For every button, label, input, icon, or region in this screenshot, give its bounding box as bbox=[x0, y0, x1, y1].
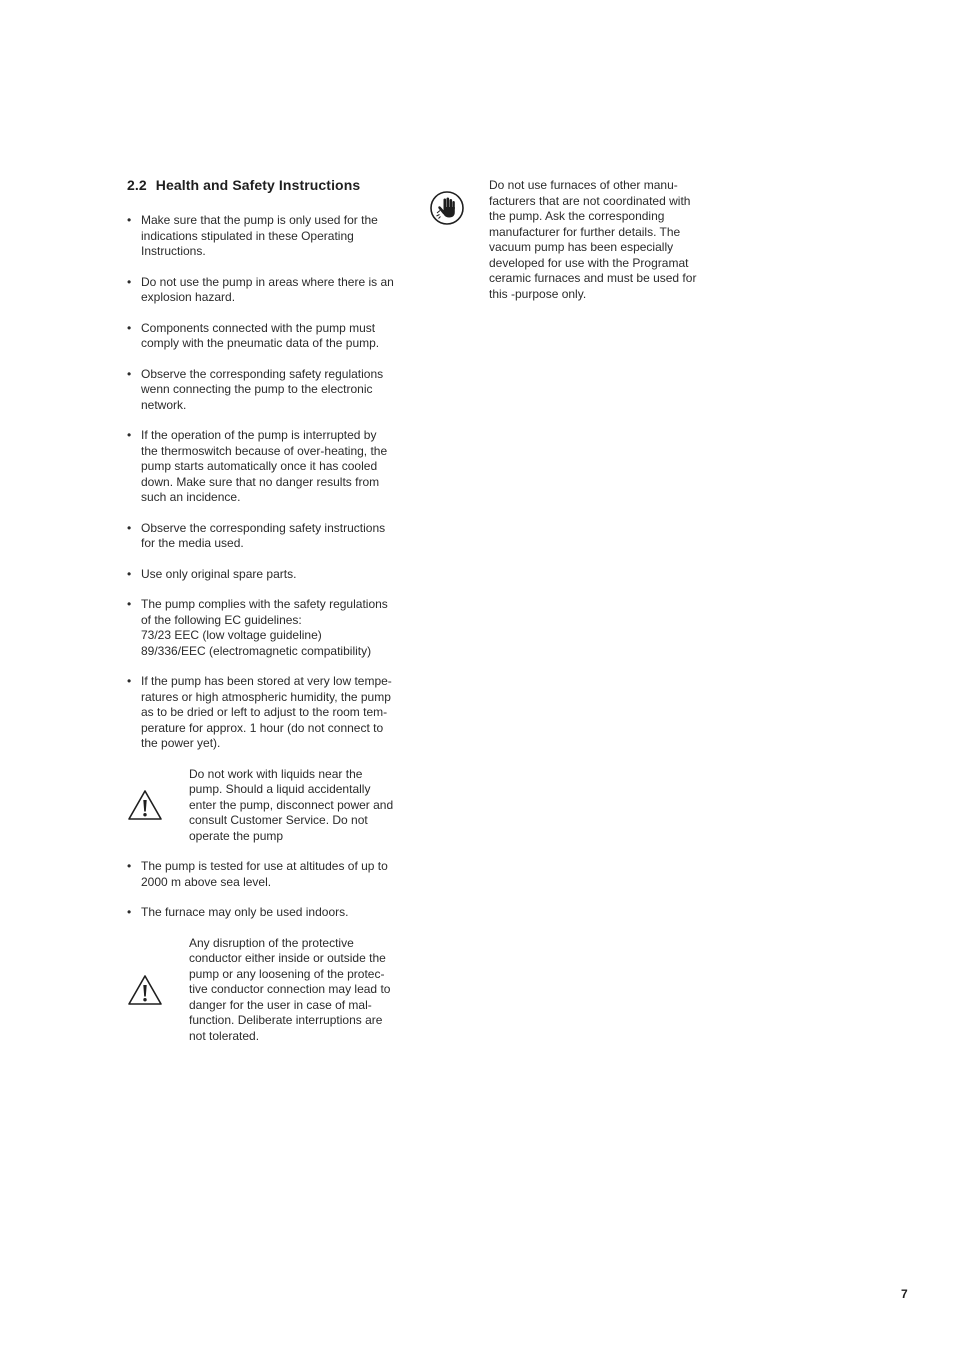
bullet-item bbox=[127, 597, 412, 659]
text-line: Do not use furnaces of other manu- bbox=[489, 178, 678, 192]
bullet-dot: • bbox=[127, 320, 132, 335]
text-line: explosion hazard. bbox=[141, 290, 236, 304]
bullet-item bbox=[127, 521, 412, 552]
bullet-text bbox=[141, 428, 412, 506]
bullet-text bbox=[141, 521, 412, 552]
text-line: function. Deliberate interruptions are bbox=[189, 1013, 383, 1027]
text-line: not tolerated. bbox=[189, 1028, 260, 1043]
text-line: down. Make sure that no danger results from bbox=[141, 474, 380, 489]
text-line: Observe the corresponding safety instructions bbox=[141, 520, 386, 535]
bullet-item bbox=[127, 367, 412, 414]
bullet-item bbox=[127, 674, 412, 752]
bullet-text bbox=[141, 275, 412, 306]
bullet-text bbox=[141, 321, 412, 352]
text-line: as to be dried or left to adjust to the room tem- bbox=[141, 705, 388, 719]
text-line: facturers that are not coordinated with bbox=[489, 193, 691, 208]
stop-hand-icon bbox=[429, 190, 465, 226]
text-line: Components connected with the pump must bbox=[141, 320, 376, 335]
text-line: the thermoswitch because of over-heating, the bbox=[141, 443, 388, 458]
bullet-text bbox=[141, 859, 412, 890]
bullet-item bbox=[127, 567, 412, 583]
text-line: consult Customer Service. Do not bbox=[189, 813, 368, 827]
warning-triangle-icon bbox=[127, 936, 167, 1045]
bullet-dot: • bbox=[127, 520, 132, 535]
text-line: Do not work with liquids near the bbox=[189, 766, 363, 781]
text-line: of the following EC guidelines: bbox=[141, 612, 302, 627]
text-line: such an incidence. bbox=[141, 490, 241, 504]
text-line: If the operation of the pump is interrupted by bbox=[141, 428, 377, 442]
bullet-text bbox=[141, 597, 412, 659]
bullet-dot: • bbox=[127, 428, 132, 442]
bullet-dot: • bbox=[127, 674, 132, 688]
text-line: pump or any loosening of the protec- bbox=[189, 966, 385, 981]
text-line: conductor either inside or outside the bbox=[189, 951, 386, 965]
warning-block-liquids bbox=[127, 767, 412, 845]
warning-text bbox=[189, 936, 412, 1045]
bullet-text bbox=[141, 213, 412, 260]
bullet-text bbox=[141, 905, 412, 921]
text-line: Any disruption of the protective bbox=[189, 935, 354, 950]
text-line: ratures or high atmospheric humidity, the pump bbox=[141, 689, 391, 704]
bullet-list-2 bbox=[127, 859, 412, 921]
text-line: network. bbox=[141, 397, 187, 412]
text-line: pump. Should a liquid accidentally bbox=[189, 782, 371, 796]
text-line: The pump is tested for use at altitudes of up to bbox=[141, 859, 388, 873]
text-line: Observe the corresponding safety regulations bbox=[141, 366, 384, 381]
bullet-item bbox=[127, 275, 412, 306]
section-number: 2.2 bbox=[127, 177, 147, 193]
bullet-list bbox=[127, 213, 412, 752]
warning-triangle-icon bbox=[127, 767, 167, 845]
bullet-dot: • bbox=[127, 859, 132, 873]
page-number: 7 bbox=[901, 1287, 908, 1301]
text-line: manufacturer for further details. The bbox=[489, 224, 681, 239]
bullet-dot: • bbox=[127, 274, 132, 289]
bullet-dot: • bbox=[127, 366, 132, 381]
bullet-dot: • bbox=[127, 905, 132, 919]
text-line: 89/336/EEC (electromagnetic compatibility) bbox=[141, 643, 372, 658]
warning-text bbox=[189, 767, 412, 845]
section-title: Health and Safety Instructions bbox=[155, 177, 361, 193]
warning-block-conductor bbox=[127, 936, 412, 1045]
note-text bbox=[489, 178, 711, 302]
text-line: wenn connecting the pump to the electronic bbox=[141, 382, 373, 396]
text-line: developed for use with the Programat bbox=[489, 255, 689, 270]
text-line: 2000 m above sea level. bbox=[141, 874, 272, 889]
bullet-item bbox=[127, 428, 412, 506]
text-line: the pump. Ask the corresponding bbox=[489, 209, 665, 223]
bullet-item bbox=[127, 213, 412, 260]
bullet-text bbox=[141, 567, 412, 583]
text-line: perature for approx. 1 hour (do not connect to bbox=[141, 720, 384, 735]
bullet-item bbox=[127, 905, 412, 921]
bullet-text bbox=[141, 367, 412, 414]
text-line: indications stipulated in these Operating bbox=[141, 228, 354, 243]
text-line: operate the pump bbox=[189, 828, 284, 843]
bullet-item bbox=[127, 859, 412, 890]
text-line: Make sure that the pump is only used for the bbox=[141, 213, 378, 227]
bullet-dot: • bbox=[127, 597, 132, 611]
text-line: If the pump has been stored at very low tempe- bbox=[141, 674, 392, 688]
text-line: Do not use the pump in areas where there is an bbox=[141, 274, 394, 289]
text-line: tive conductor connection may lead to bbox=[189, 982, 391, 996]
bullet-text bbox=[141, 674, 412, 752]
bullet-dot: • bbox=[127, 213, 132, 227]
text-line: The furnace may only be used indoors. bbox=[141, 905, 349, 919]
section-heading bbox=[127, 177, 360, 193]
text-line: Instructions. bbox=[141, 244, 206, 258]
text-line: 73/23 EEC (low voltage guideline) bbox=[141, 628, 322, 642]
text-line: ceramic furnaces and must be used for bbox=[489, 271, 697, 285]
text-line: Use only original spare parts. bbox=[141, 566, 297, 581]
text-line: The pump complies with the safety regulations bbox=[141, 597, 388, 611]
text-line: for the media used. bbox=[141, 536, 244, 550]
text-line: danger for the user in case of mal- bbox=[189, 997, 372, 1012]
text-line: the power yet). bbox=[141, 736, 221, 750]
bullet-item bbox=[127, 321, 412, 352]
text-line: comply with the pneumatic data of the pump. bbox=[141, 336, 380, 350]
text-line: this -purpose only. bbox=[489, 286, 587, 301]
bullet-dot: • bbox=[127, 566, 132, 581]
instructions-column bbox=[127, 213, 412, 1044]
text-line: vacuum pump has been especially bbox=[489, 240, 674, 254]
text-line: enter the pump, disconnect power and bbox=[189, 797, 394, 812]
text-line: pump starts automatically once it has cooled bbox=[141, 459, 378, 473]
